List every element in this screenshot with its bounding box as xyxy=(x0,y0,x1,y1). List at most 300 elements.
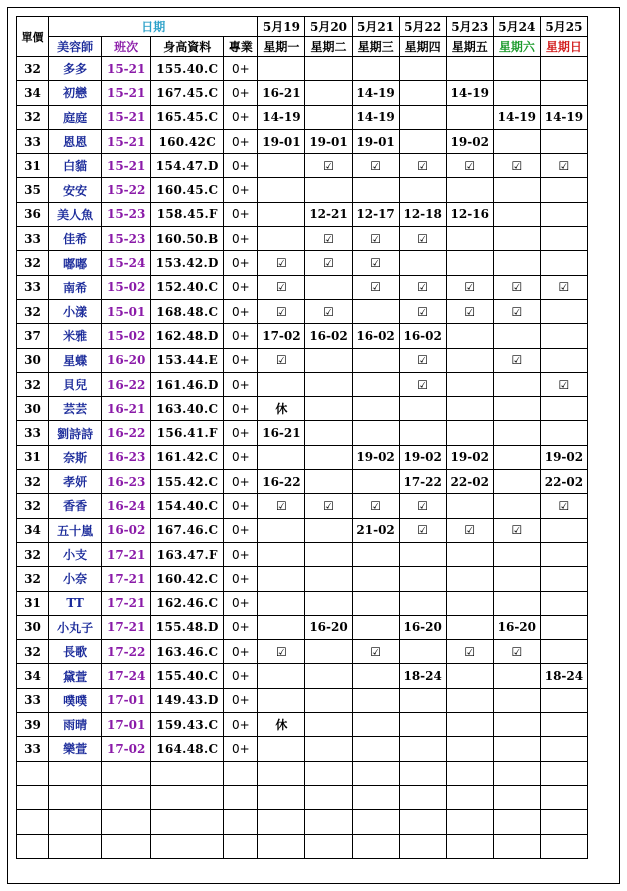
empty-cell xyxy=(540,834,587,858)
table-row xyxy=(17,542,588,566)
specialty-cell: 0+ xyxy=(224,542,258,566)
date-header-1: 5月20 xyxy=(305,17,352,37)
specialty-header: 專業 xyxy=(224,37,258,57)
checkbox-icon: ☑ xyxy=(493,275,540,299)
day-cell: 12-16 xyxy=(446,202,493,226)
day-cell xyxy=(493,397,540,421)
body-cell: 167.45.C xyxy=(151,81,224,105)
day-cell xyxy=(399,129,446,153)
price-cell: 34 xyxy=(17,81,49,105)
day-cell xyxy=(493,129,540,153)
name-cell: 孝妍 xyxy=(49,470,102,494)
specialty-cell: 0+ xyxy=(224,348,258,372)
day-cell xyxy=(305,542,352,566)
specialty-cell: 0+ xyxy=(224,397,258,421)
specialty-cell: 0+ xyxy=(224,251,258,275)
checkbox-icon: ☑ xyxy=(493,518,540,542)
table-row xyxy=(17,154,588,178)
day-cell xyxy=(540,421,587,445)
name-cell: 安安 xyxy=(49,178,102,202)
body-cell: 162.48.D xyxy=(151,324,224,348)
day-cell xyxy=(399,397,446,421)
empty-cell xyxy=(305,785,352,809)
body-cell: 153.44.E xyxy=(151,348,224,372)
checkbox-icon: ☑ xyxy=(305,494,352,518)
shift-cell: 15-02 xyxy=(102,275,151,299)
name-cell: 米雅 xyxy=(49,324,102,348)
name-cell: 五十嵐 xyxy=(49,518,102,542)
day-cell xyxy=(305,445,352,469)
empty-cell xyxy=(224,761,258,785)
body-cell: 162.46.C xyxy=(151,591,224,615)
body-cell: 160.42.C xyxy=(151,567,224,591)
empty-cell xyxy=(49,834,102,858)
day-cell xyxy=(352,542,399,566)
schedule-table xyxy=(16,16,588,859)
day-cell xyxy=(446,615,493,639)
header-row-top xyxy=(17,17,588,37)
day-cell xyxy=(258,445,305,469)
body-cell: 155.48.D xyxy=(151,615,224,639)
empty-cell xyxy=(540,761,587,785)
day-cell xyxy=(258,591,305,615)
checkbox-icon: ☑ xyxy=(258,494,305,518)
price-cell: 30 xyxy=(17,397,49,421)
empty-cell xyxy=(151,761,224,785)
day-cell xyxy=(540,713,587,737)
day-cell xyxy=(446,57,493,81)
table-row xyxy=(17,640,588,664)
day-cell: 19-01 xyxy=(305,129,352,153)
day-cell: 22-02 xyxy=(540,470,587,494)
price-cell: 33 xyxy=(17,227,49,251)
day-cell xyxy=(258,57,305,81)
price-header: 單價 xyxy=(17,17,49,57)
table-row xyxy=(17,129,588,153)
specialty-cell: 0+ xyxy=(224,664,258,688)
day-cell: 16-02 xyxy=(352,324,399,348)
empty-cell xyxy=(446,761,493,785)
specialty-cell: 0+ xyxy=(224,57,258,81)
table-row xyxy=(17,105,588,129)
checkbox-icon: ☑ xyxy=(352,227,399,251)
shift-cell: 15-21 xyxy=(102,81,151,105)
day-cell xyxy=(352,299,399,323)
empty-cell xyxy=(258,761,305,785)
date-group-header: 日期 xyxy=(49,17,258,37)
day-cell xyxy=(305,372,352,396)
day-cell xyxy=(493,470,540,494)
empty-cell xyxy=(399,810,446,834)
weekday-header-5: 星期六 xyxy=(493,37,540,57)
checkbox-icon: ☑ xyxy=(493,640,540,664)
day-cell xyxy=(446,372,493,396)
day-cell xyxy=(305,737,352,761)
weekday-header-3: 星期四 xyxy=(399,37,446,57)
shift-cell: 16-24 xyxy=(102,494,151,518)
price-cell: 32 xyxy=(17,494,49,518)
body-cell: 163.40.C xyxy=(151,397,224,421)
table-row xyxy=(17,737,588,761)
empty-cell xyxy=(17,785,49,809)
day-cell: 17-02 xyxy=(258,324,305,348)
body-cell: 153.42.D xyxy=(151,251,224,275)
name-cell: 黛萱 xyxy=(49,664,102,688)
day-cell: 16-02 xyxy=(305,324,352,348)
day-cell xyxy=(446,397,493,421)
day-cell xyxy=(305,470,352,494)
day-cell xyxy=(540,615,587,639)
day-cell xyxy=(493,81,540,105)
empty-row xyxy=(17,761,588,785)
day-cell xyxy=(446,251,493,275)
empty-cell xyxy=(258,785,305,809)
price-cell: 33 xyxy=(17,275,49,299)
day-cell xyxy=(305,348,352,372)
day-cell xyxy=(352,397,399,421)
day-cell xyxy=(446,688,493,712)
specialty-cell: 0+ xyxy=(224,615,258,639)
body-cell: 149.43.D xyxy=(151,688,224,712)
day-cell xyxy=(399,542,446,566)
day-cell xyxy=(399,251,446,275)
day-cell xyxy=(305,81,352,105)
weekday-header-6: 星期日 xyxy=(540,37,587,57)
shift-cell: 17-21 xyxy=(102,591,151,615)
empty-cell xyxy=(17,834,49,858)
day-cell xyxy=(540,397,587,421)
empty-cell xyxy=(399,785,446,809)
date-header-3: 5月22 xyxy=(399,17,446,37)
day-cell xyxy=(258,227,305,251)
day-cell xyxy=(493,542,540,566)
day-cell xyxy=(258,154,305,178)
specialty-cell: 0+ xyxy=(224,178,258,202)
table-row xyxy=(17,275,588,299)
date-header-6: 5月25 xyxy=(540,17,587,37)
day-cell xyxy=(258,688,305,712)
day-cell xyxy=(446,324,493,348)
table-row xyxy=(17,372,588,396)
day-cell xyxy=(399,81,446,105)
day-cell: 14-19 xyxy=(540,105,587,129)
price-cell: 33 xyxy=(17,129,49,153)
day-cell xyxy=(305,567,352,591)
day-cell xyxy=(399,105,446,129)
day-cell xyxy=(399,57,446,81)
empty-cell xyxy=(102,834,151,858)
day-cell xyxy=(446,494,493,518)
day-cell xyxy=(399,567,446,591)
empty-cell xyxy=(258,834,305,858)
empty-cell xyxy=(493,761,540,785)
day-cell xyxy=(305,591,352,615)
shift-cell: 16-22 xyxy=(102,421,151,445)
day-cell xyxy=(540,178,587,202)
day-cell xyxy=(493,494,540,518)
day-cell: 12-18 xyxy=(399,202,446,226)
price-cell: 32 xyxy=(17,299,49,323)
empty-cell xyxy=(224,785,258,809)
table-row xyxy=(17,470,588,494)
day-cell xyxy=(352,470,399,494)
checkbox-icon: ☑ xyxy=(258,275,305,299)
name-header: 美容師 xyxy=(49,37,102,57)
day-cell xyxy=(305,664,352,688)
day-cell xyxy=(305,688,352,712)
shift-cell: 17-01 xyxy=(102,713,151,737)
table-row xyxy=(17,518,588,542)
day-cell: 14-19 xyxy=(258,105,305,129)
table-row xyxy=(17,324,588,348)
day-cell xyxy=(352,372,399,396)
price-cell: 33 xyxy=(17,737,49,761)
empty-cell xyxy=(352,810,399,834)
day-cell xyxy=(399,178,446,202)
shift-cell: 17-01 xyxy=(102,688,151,712)
day-cell xyxy=(493,445,540,469)
day-cell: 22-02 xyxy=(446,470,493,494)
empty-cell xyxy=(446,834,493,858)
empty-cell xyxy=(49,785,102,809)
empty-cell xyxy=(49,761,102,785)
specialty-cell: 0+ xyxy=(224,105,258,129)
specialty-cell: 0+ xyxy=(224,640,258,664)
specialty-cell: 0+ xyxy=(224,154,258,178)
name-cell: 小支 xyxy=(49,542,102,566)
header-row-bottom xyxy=(17,37,588,57)
day-cell: 14-19 xyxy=(352,81,399,105)
day-cell xyxy=(352,664,399,688)
day-cell xyxy=(493,664,540,688)
shift-cell: 15-21 xyxy=(102,154,151,178)
checkbox-icon: ☑ xyxy=(399,348,446,372)
day-cell xyxy=(352,737,399,761)
specialty-cell: 0+ xyxy=(224,324,258,348)
day-cell xyxy=(540,251,587,275)
checkbox-icon: ☑ xyxy=(399,154,446,178)
day-cell: 19-02 xyxy=(540,445,587,469)
table-row xyxy=(17,688,588,712)
specialty-cell: 0+ xyxy=(224,688,258,712)
day-cell xyxy=(258,178,305,202)
day-cell xyxy=(352,348,399,372)
day-cell xyxy=(258,737,305,761)
empty-cell xyxy=(151,810,224,834)
day-cell xyxy=(258,518,305,542)
day-cell xyxy=(258,664,305,688)
empty-cell xyxy=(493,834,540,858)
checkbox-icon: ☑ xyxy=(305,154,352,178)
body-cell: 158.45.F xyxy=(151,202,224,226)
day-cell xyxy=(446,737,493,761)
day-cell xyxy=(493,567,540,591)
specialty-cell: 0+ xyxy=(224,470,258,494)
empty-cell xyxy=(305,810,352,834)
checkbox-icon: ☑ xyxy=(493,154,540,178)
empty-cell xyxy=(540,810,587,834)
price-cell: 36 xyxy=(17,202,49,226)
name-cell: 多多 xyxy=(49,57,102,81)
price-cell: 30 xyxy=(17,615,49,639)
body-cell: 160.45.C xyxy=(151,178,224,202)
empty-cell xyxy=(224,834,258,858)
empty-cell xyxy=(224,810,258,834)
checkbox-icon: ☑ xyxy=(540,372,587,396)
day-cell xyxy=(352,178,399,202)
day-cell xyxy=(493,737,540,761)
name-cell: 初戀 xyxy=(49,81,102,105)
day-cell xyxy=(493,591,540,615)
price-cell: 32 xyxy=(17,640,49,664)
empty-cell xyxy=(399,761,446,785)
date-header-0: 5月19 xyxy=(258,17,305,37)
body-cell: 163.47.F xyxy=(151,542,224,566)
day-cell xyxy=(540,542,587,566)
specialty-cell: 0+ xyxy=(224,202,258,226)
day-cell: 16-22 xyxy=(258,470,305,494)
body-cell: 165.45.C xyxy=(151,105,224,129)
table-row xyxy=(17,591,588,615)
day-cell: 18-24 xyxy=(540,664,587,688)
body-cell: 160.42C xyxy=(151,129,224,153)
name-cell: 佳希 xyxy=(49,227,102,251)
date-header-5: 5月24 xyxy=(493,17,540,37)
day-cell xyxy=(399,421,446,445)
weekday-header-1: 星期二 xyxy=(305,37,352,57)
body-cell: 159.43.C xyxy=(151,713,224,737)
day-cell xyxy=(305,57,352,81)
body-cell: 161.42.C xyxy=(151,445,224,469)
price-cell: 32 xyxy=(17,567,49,591)
shift-cell: 16-21 xyxy=(102,397,151,421)
day-cell xyxy=(352,713,399,737)
price-cell: 34 xyxy=(17,664,49,688)
day-cell xyxy=(493,421,540,445)
empty-cell xyxy=(102,761,151,785)
empty-cell xyxy=(540,785,587,809)
checkbox-icon: ☑ xyxy=(258,348,305,372)
shift-cell: 15-02 xyxy=(102,324,151,348)
day-cell xyxy=(446,227,493,251)
checkbox-icon: ☑ xyxy=(258,251,305,275)
day-cell: 16-20 xyxy=(305,615,352,639)
day-cell xyxy=(352,688,399,712)
weekday-header-2: 星期三 xyxy=(352,37,399,57)
price-cell: 32 xyxy=(17,105,49,129)
table-row xyxy=(17,57,588,81)
body-cell: 161.46.D xyxy=(151,372,224,396)
name-cell: TT xyxy=(49,591,102,615)
day-cell xyxy=(540,129,587,153)
price-cell: 32 xyxy=(17,251,49,275)
name-cell: 劉詩詩 xyxy=(49,421,102,445)
table-row xyxy=(17,445,588,469)
shift-cell: 17-21 xyxy=(102,615,151,639)
table-row xyxy=(17,421,588,445)
day-cell: 19-02 xyxy=(399,445,446,469)
name-cell: 小丸子 xyxy=(49,615,102,639)
day-cell: 16-21 xyxy=(258,81,305,105)
day-cell: 16-20 xyxy=(399,615,446,639)
specialty-cell: 0+ xyxy=(224,445,258,469)
price-cell: 30 xyxy=(17,348,49,372)
empty-cell xyxy=(17,761,49,785)
price-cell: 32 xyxy=(17,470,49,494)
day-cell xyxy=(540,737,587,761)
empty-cell xyxy=(446,785,493,809)
body-cell: 155.40.C xyxy=(151,664,224,688)
day-cell: 19-02 xyxy=(352,445,399,469)
table-row xyxy=(17,567,588,591)
weekday-header-0: 星期一 xyxy=(258,37,305,57)
day-cell xyxy=(540,57,587,81)
checkbox-icon: ☑ xyxy=(399,372,446,396)
body-header: 身高資料 xyxy=(151,37,224,57)
day-cell xyxy=(305,518,352,542)
day-cell: 19-02 xyxy=(446,129,493,153)
empty-cell xyxy=(151,785,224,809)
body-cell: 155.40.C xyxy=(151,57,224,81)
day-cell xyxy=(540,81,587,105)
name-cell: 南希 xyxy=(49,275,102,299)
empty-cell xyxy=(493,785,540,809)
body-cell: 154.47.D xyxy=(151,154,224,178)
checkbox-icon: ☑ xyxy=(305,251,352,275)
checkbox-icon: ☑ xyxy=(258,640,305,664)
date-header-4: 5月23 xyxy=(446,17,493,37)
day-cell xyxy=(493,251,540,275)
body-cell: 155.42.C xyxy=(151,470,224,494)
price-cell: 35 xyxy=(17,178,49,202)
table-row xyxy=(17,713,588,737)
name-cell: 奈斯 xyxy=(49,445,102,469)
table-row xyxy=(17,227,588,251)
shift-cell: 17-24 xyxy=(102,664,151,688)
day-cell xyxy=(540,567,587,591)
price-cell: 33 xyxy=(17,421,49,445)
day-cell xyxy=(352,567,399,591)
day-cell xyxy=(493,713,540,737)
day-cell: 12-17 xyxy=(352,202,399,226)
checkbox-icon: ☑ xyxy=(399,494,446,518)
day-cell xyxy=(258,372,305,396)
day-cell xyxy=(305,275,352,299)
weekday-header-4: 星期五 xyxy=(446,37,493,57)
checkbox-icon: ☑ xyxy=(446,154,493,178)
empty-cell xyxy=(49,810,102,834)
empty-row xyxy=(17,834,588,858)
checkbox-icon: ☑ xyxy=(540,494,587,518)
empty-cell xyxy=(102,810,151,834)
shift-cell: 15-01 xyxy=(102,299,151,323)
day-cell xyxy=(352,591,399,615)
specialty-cell: 0+ xyxy=(224,737,258,761)
price-cell: 31 xyxy=(17,591,49,615)
table-row xyxy=(17,202,588,226)
day-cell xyxy=(446,105,493,129)
body-cell: 164.48.C xyxy=(151,737,224,761)
day-cell xyxy=(540,348,587,372)
checkbox-icon: ☑ xyxy=(399,275,446,299)
day-cell xyxy=(446,664,493,688)
day-cell xyxy=(446,542,493,566)
day-cell: 18-24 xyxy=(399,664,446,688)
price-cell: 32 xyxy=(17,542,49,566)
shift-cell: 15-23 xyxy=(102,227,151,251)
name-cell: 噗噗 xyxy=(49,688,102,712)
name-cell: 貝兒 xyxy=(49,372,102,396)
